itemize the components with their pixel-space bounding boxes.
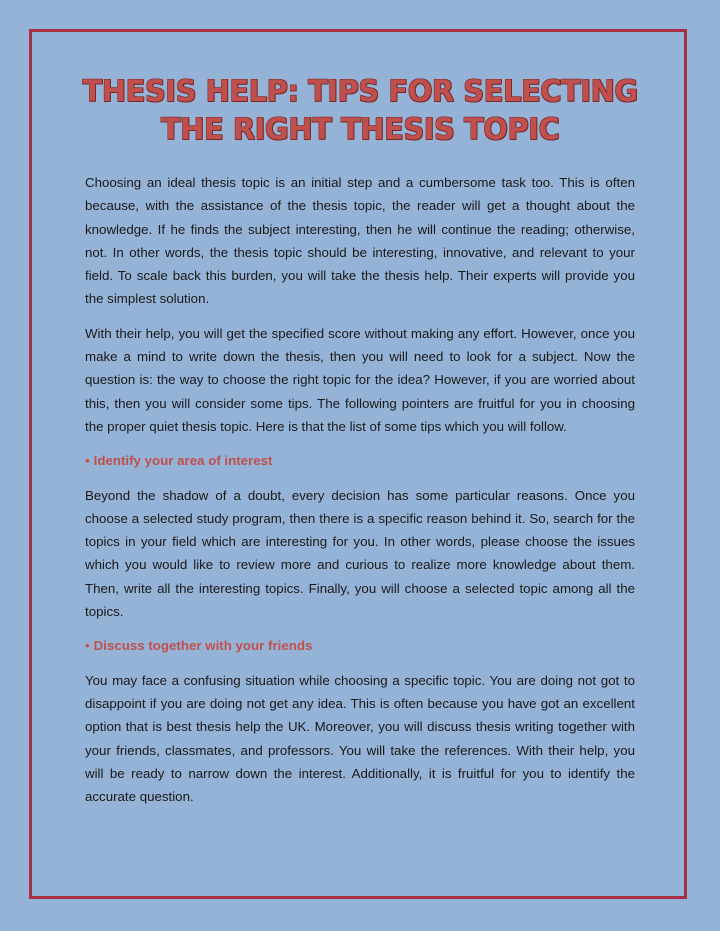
title-line-2: THE RIGHT THESIS TOPIC [160, 112, 560, 146]
document-body [85, 171, 635, 819]
section-heading-label: Discuss together with your friends [93, 638, 313, 654]
section-heading-discuss-friends [85, 634, 635, 657]
second-paragraph: With their help, you will get the specified score without making any effort. However, once you make a mind to write down the thesis, then you will need to look for a subject. Now the question is: the way to choose the right topic for the idea? However, if you are worried about this, then you will consider some tips. The following pointers are fruitful for you in choosing the proper quiet thesis topic. Here is that the list of some tips which you will follow. [85, 325, 635, 434]
document-title [40, 72, 680, 148]
intro-paragraph: Choosing an ideal thesis topic is an initial step and a cumbersome task too. This is often because, with the assistance of the thesis topic, the reader will get a thought about the knowledge. If he finds the subject interesting, then he will continue the reading; otherwise, not. In other words, the thesis topic should be interesting, innovative, and relevant to your field. To scale back this burden, you will take the thesis help. Their experts will provide you the simplest solution. [85, 175, 635, 307]
bullet-icon: • [85, 453, 90, 469]
bullet-icon: • [85, 638, 90, 654]
title-line-1: THESIS HELP: TIPS FOR SELECTING [82, 74, 638, 108]
discuss-friends-paragraph: You may face a confusing situation while choosing a specific topic. You are doing not got to disappoint if you are doing not get any idea. This is often because you have got an excellent option that is best thesis help the UK. Moreover, you will discuss thesis writing together with your friends, classmates, and professors. You will take the references. With their help, you will be ready to narrow down the interest. Additionally, it is fruitful for you to identify the accurate question. [85, 672, 635, 805]
section-heading-area-of-interest [85, 449, 635, 472]
area-of-interest-paragraph: Beyond the shadow of a doubt, every decision has some particular reasons. Once you choose a selected study program, then there is a specific reason behind it. So, search for the topics in your field which are interesting for you. In other words, please choose the issues which you would like to review more and curious to realize more knowledge about them. Then, write all the interesting topics. Finally, you will choose a selected topic among all the topics. [85, 487, 635, 620]
section-heading-label: Identify your area of interest [93, 453, 273, 469]
